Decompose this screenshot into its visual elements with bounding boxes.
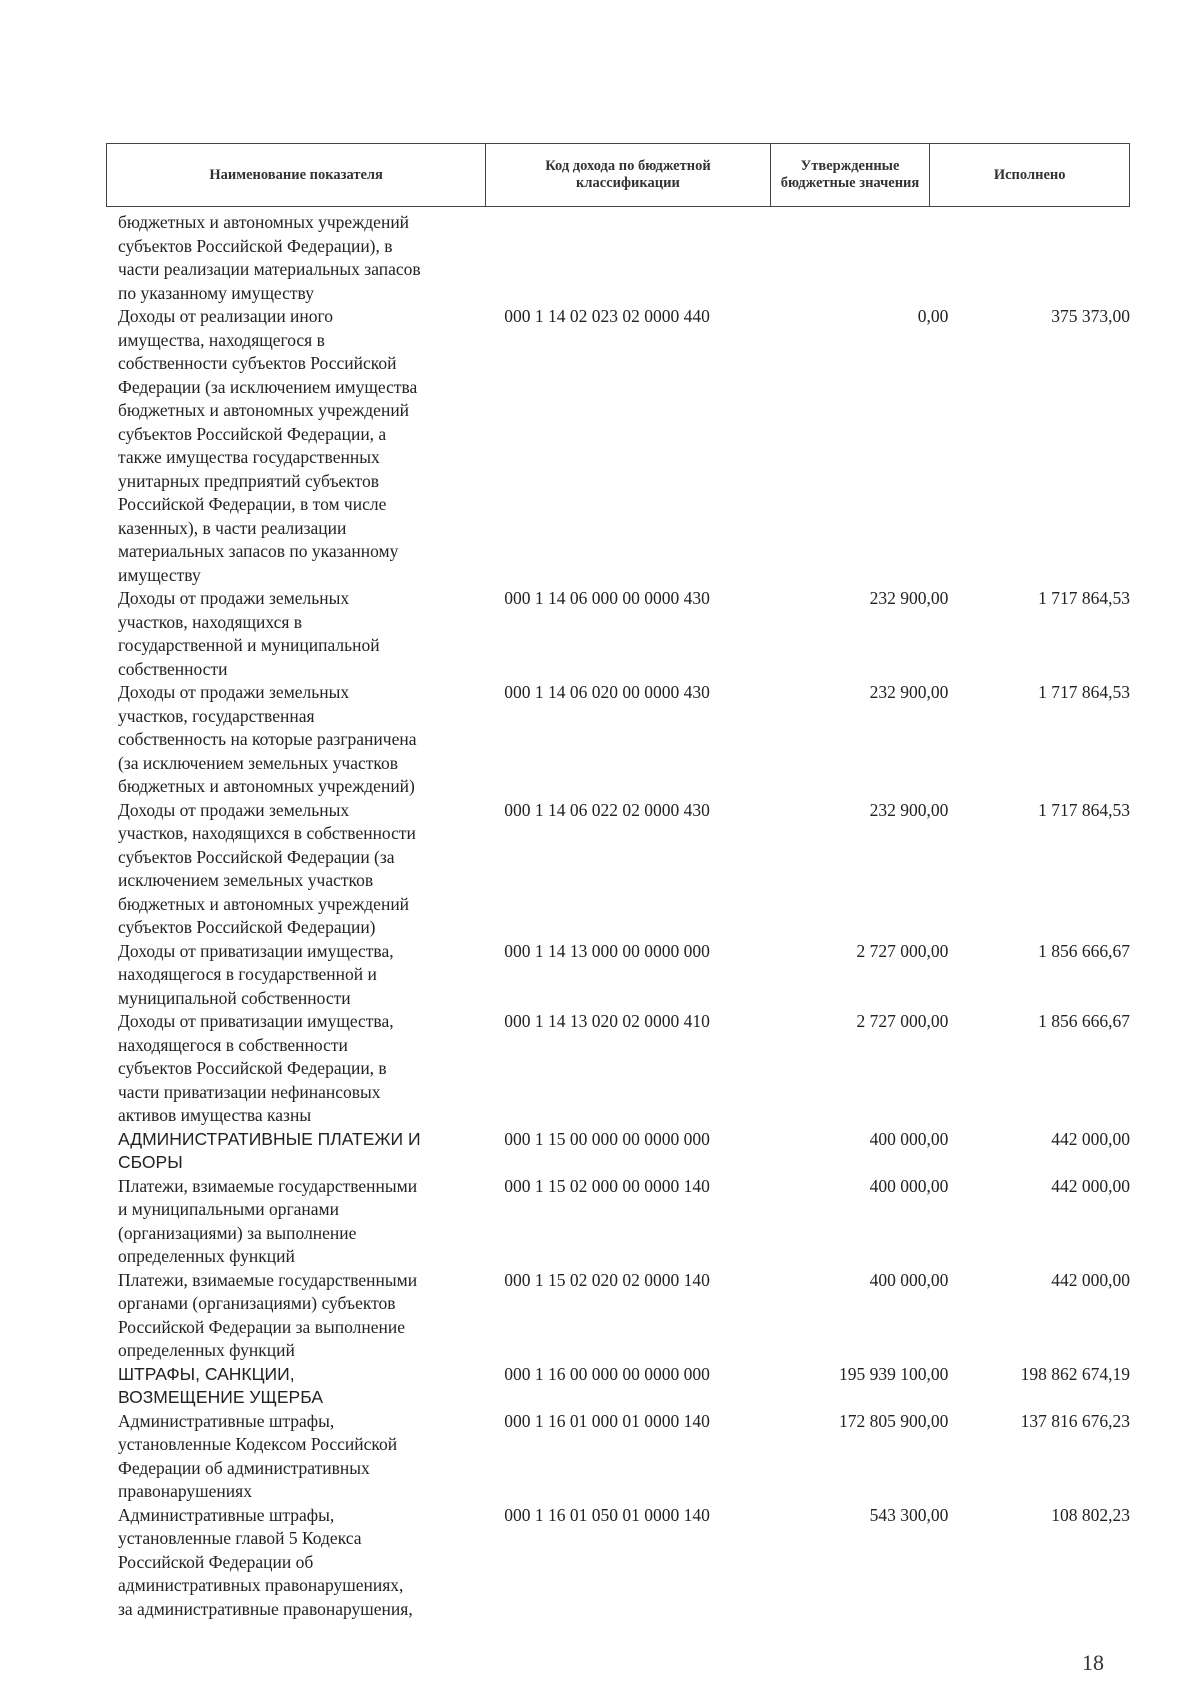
- row-approved: 2 727 000,00: [856, 940, 949, 961]
- row-done: 108 802,23: [1051, 1504, 1130, 1525]
- row-done: 442 000,00: [1051, 1175, 1130, 1196]
- row-name: Доходы от приватизации имущества, находящегося в государственной и муниципальной собственности: [118, 940, 394, 1008]
- header-code: Код дохода по бюджетной классификации: [486, 144, 770, 206]
- row-code: 000 1 14 06 000 00 0000 430: [504, 588, 710, 608]
- table-header: [106, 143, 1130, 207]
- table-row: [118, 587, 1130, 681]
- row-name: ШТРАФЫ, САНКЦИИ, ВОЗМЕЩЕНИЕ УЩЕРБА: [118, 1363, 323, 1407]
- row-done: 1 856 666,67: [1038, 1011, 1130, 1031]
- table-row: [118, 211, 1130, 305]
- row-done: 442 000,00: [1051, 1128, 1130, 1149]
- row-code: 000 1 14 13 020 02 0000 410: [504, 1011, 710, 1031]
- header-done: Исполнено: [993, 166, 1066, 183]
- row-name: Доходы от приватизации имущества, находящегося в собственности субъектов Российской Федерации, в части приватизации нефинансовых активов имущества казны: [118, 1011, 394, 1125]
- row-approved: 543 300,00: [869, 1504, 949, 1525]
- row-code: 000 1 16 01 050 01 0000 140: [504, 1504, 710, 1525]
- row-approved: 400 000,00: [869, 1128, 949, 1149]
- table-row: [118, 1504, 1130, 1622]
- table-row: [118, 1410, 1130, 1504]
- header-approved: Утвержденные бюджетные значения: [771, 144, 931, 206]
- table-row: [118, 1175, 1130, 1269]
- row-code: 000 1 14 13 000 00 0000 000: [504, 940, 710, 961]
- row-approved: 400 000,00: [869, 1175, 949, 1196]
- row-approved: 195 939 100,00: [838, 1363, 949, 1384]
- row-code: 000 1 15 02 000 00 0000 140: [504, 1175, 710, 1196]
- header-name: Наименование показателя: [107, 144, 486, 206]
- table-body: [118, 211, 1130, 1621]
- row-name: Платежи, взимаемые государственными и муниципальными органами (организациями) за выполнение определенных функций: [118, 1175, 418, 1266]
- table-row: [118, 1269, 1130, 1363]
- row-code: 000 1 14 02 023 02 0000 440: [504, 306, 710, 326]
- row-approved: 232 900,00: [869, 588, 949, 608]
- row-done: 442 000,00: [1051, 1269, 1130, 1290]
- row-name: АДМИНИСТРАТИВНЫЕ ПЛАТЕЖИ И СБОРЫ: [118, 1128, 421, 1172]
- row-name: Доходы от продажи земельных участков, находящихся в собственности субъектов Российской Федерации (за исключением земельных участков бюджетных и автономных учреждений субъектов Российской Федерации): [118, 799, 416, 937]
- row-code: 000 1 14 06 022 02 0000 430: [504, 799, 710, 820]
- row-approved: 232 900,00: [869, 799, 949, 820]
- table-row: [118, 940, 1130, 1011]
- row-done: 137 816 676,23: [1020, 1410, 1130, 1431]
- row-name: Доходы от реализации иного имущества, находящегося в собственности субъектов Российской Федерации (за исключением имущества бюджетных и автономных учреждений субъектов Российской Федерации, а также имущества государственных унитарных предприятий субъектов Российской Федерации, в том числе казенных), в части реализации материальных запасов по указанному имуществу: [118, 306, 418, 585]
- row-done: 1 717 864,53: [1038, 588, 1130, 608]
- table-row: [118, 1363, 1130, 1410]
- row-name: Доходы от продажи земельных участков, находящихся в государственной и муниципальной собственности: [118, 588, 380, 679]
- row-code: 000 1 16 00 000 00 0000 000: [504, 1363, 710, 1384]
- row-code: 000 1 15 00 000 00 0000 000: [504, 1128, 710, 1149]
- page-number: 18: [1082, 1650, 1104, 1675]
- row-code: 000 1 15 02 020 02 0000 140: [504, 1269, 710, 1290]
- table-row: [118, 305, 1130, 587]
- row-approved: 400 000,00: [869, 1269, 949, 1290]
- table-row: [118, 681, 1130, 799]
- row-code: 000 1 16 01 000 01 0000 140: [504, 1410, 710, 1431]
- row-name: Административные штрафы, установленные главой 5 Кодекса Российской Федерации об административных правонарушениях, за административные правонарушения,: [118, 1504, 413, 1619]
- row-done: 1 856 666,67: [1038, 940, 1130, 961]
- row-approved: 172 805 900,00: [838, 1410, 949, 1431]
- row-approved: 232 900,00: [869, 682, 949, 702]
- row-done: 1 717 864,53: [1038, 799, 1130, 820]
- table-row: [118, 1128, 1130, 1175]
- table-row: [118, 799, 1130, 940]
- table-row: [118, 1010, 1130, 1128]
- row-name: Платежи, взимаемые государственными органами (организациями) субъектов Российской Федерации за выполнение определенных функций: [118, 1269, 418, 1360]
- row-name: бюджетных и автономных учреждений субъектов Российской Федерации), в части реализации материальных запасов по указанному имуществу: [118, 212, 421, 303]
- row-name: Административные штрафы, установленные Кодексом Российской Федерации об административных правонарушениях: [118, 1410, 398, 1501]
- row-code: 000 1 14 06 020 00 0000 430: [504, 682, 710, 702]
- row-done: 375 373,00: [1051, 306, 1130, 326]
- row-done: 198 862 674,19: [1020, 1363, 1130, 1384]
- row-done: 1 717 864,53: [1038, 682, 1130, 702]
- row-approved: 2 727 000,00: [856, 1011, 949, 1031]
- row-approved: 0,00: [917, 306, 949, 326]
- row-name: Доходы от продажи земельных участков, государственная собственность на которые разграничена (за исключением земельных участков бюджетных и автономных учреждений): [118, 682, 417, 796]
